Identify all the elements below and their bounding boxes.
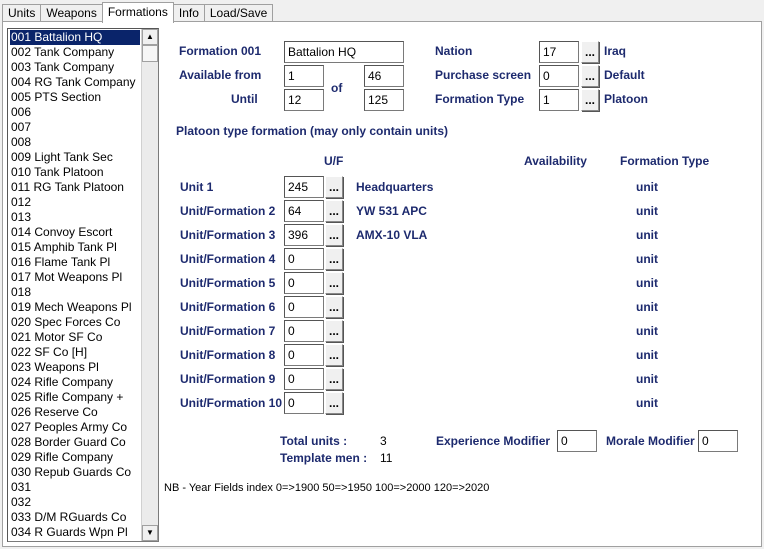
slot-label: Unit/Formation 8 — [180, 348, 276, 362]
list-item[interactable]: 006 — [11, 105, 32, 119]
slot-id-field[interactable] — [284, 272, 324, 294]
formation-type-field[interactable] — [539, 89, 579, 111]
until-field[interactable] — [284, 89, 324, 111]
list-item[interactable]: 029 Rifle Company — [11, 450, 114, 464]
scroll-thumb[interactable] — [142, 45, 158, 62]
list-item[interactable]: 005 PTS Section — [11, 90, 102, 104]
slot-label: Unit/Formation 9 — [180, 372, 276, 386]
list-item[interactable]: 031 — [11, 480, 32, 494]
slot-formation-type: unit — [636, 180, 658, 194]
tab-info[interactable]: Info — [173, 4, 205, 22]
formation-type-browse-button[interactable]: ... — [581, 89, 599, 111]
morale-modifier-label: Morale Modifier — [606, 434, 695, 448]
slot-unit-name: YW 531 APC — [356, 204, 427, 218]
slot-id-field[interactable] — [284, 224, 324, 246]
slot-formation-type: unit — [636, 396, 658, 410]
slot-label: Unit/Formation 10 — [180, 396, 283, 410]
section-title: Platoon type formation (may only contain units) — [176, 124, 449, 138]
year-fields-note: NB - Year Fields index 0=>1900 50=>1950 100=>2000 120=>2020 — [164, 482, 490, 494]
formation-type-name: Platoon — [604, 92, 648, 106]
slot-formation-type: unit — [636, 228, 658, 242]
slot-browse-button[interactable]: ... — [325, 224, 343, 246]
nation-field[interactable] — [539, 41, 579, 63]
list-item[interactable]: 009 Light Tank Sec — [11, 150, 113, 164]
formations-panel — [2, 21, 762, 547]
list-item[interactable]: 010 Tank Platoon — [11, 165, 104, 179]
list-item[interactable]: 007 — [11, 120, 32, 134]
listbox-scrollbar[interactable] — [141, 29, 158, 541]
list-item[interactable]: 011 RG Tank Platoon — [11, 180, 124, 194]
slot-unit-name: Headquarters — [356, 180, 434, 194]
slot-id-field[interactable] — [284, 344, 324, 366]
slot-formation-type: unit — [636, 348, 658, 362]
formation-label: Formation 001 — [179, 44, 262, 58]
slot-browse-button[interactable]: ... — [325, 320, 343, 342]
slot-id-field[interactable] — [284, 368, 324, 390]
list-item[interactable]: 019 Mech Weapons Pl — [11, 300, 132, 314]
list-item[interactable]: 002 Tank Company — [11, 45, 115, 59]
nation-browse-button[interactable]: ... — [581, 41, 599, 63]
tab-strip — [2, 2, 272, 22]
slot-browse-button[interactable]: ... — [325, 248, 343, 270]
scroll-up-icon[interactable]: ▲ — [142, 29, 158, 45]
col-uf-header: U/F — [324, 154, 344, 168]
formation-name-field[interactable] — [284, 41, 404, 63]
slot-id-field[interactable] — [284, 176, 324, 198]
list-item[interactable]: 027 Peoples Army Co — [11, 420, 128, 434]
available-from-field[interactable] — [284, 65, 324, 87]
of-label: of — [331, 81, 343, 95]
purchase-screen-field[interactable] — [539, 65, 579, 87]
slot-id-field[interactable] — [284, 248, 324, 270]
template-men-label: Template men : — [280, 451, 368, 465]
slot-formation-type: unit — [636, 300, 658, 314]
list-item[interactable]: 014 Convoy Escort — [11, 225, 113, 239]
list-item[interactable]: 030 Repub Guards Co — [11, 465, 132, 479]
scroll-down-icon[interactable]: ▼ — [142, 525, 158, 541]
slot-id-field[interactable] — [284, 392, 324, 414]
list-item[interactable]: 012 — [11, 195, 32, 209]
until-label: Until — [231, 92, 258, 106]
list-item[interactable]: 018 — [11, 285, 32, 299]
list-item[interactable]: 017 Mot Weapons Pl — [11, 270, 123, 284]
list-item[interactable]: 016 Flame Tank Pl — [11, 255, 111, 269]
slot-id-field[interactable] — [284, 320, 324, 342]
slot-id-field[interactable] — [284, 296, 324, 318]
col-formation-type-header: Formation Type — [620, 154, 710, 168]
col-availability-header: Availability — [524, 154, 587, 168]
list-item[interactable]: 003 Tank Company — [11, 60, 115, 74]
list-item[interactable]: 013 — [11, 210, 32, 224]
slot-browse-button[interactable]: ... — [325, 392, 343, 414]
list-item[interactable]: 034 R Guards Wpn Pl — [11, 525, 128, 539]
slot-browse-button[interactable]: ... — [325, 200, 343, 222]
list-item[interactable]: 008 — [11, 135, 32, 149]
until-of-field[interactable] — [364, 89, 404, 111]
list-item[interactable]: 004 RG Tank Company — [11, 75, 136, 89]
nation-label: Nation — [435, 44, 473, 58]
slot-browse-button[interactable]: ... — [325, 368, 343, 390]
slot-formation-type: unit — [636, 252, 658, 266]
list-item[interactable]: 023 Weapons Pl — [11, 360, 99, 374]
purchase-screen-browse-button[interactable]: ... — [581, 65, 599, 87]
list-item[interactable]: 024 Rifle Company — [11, 375, 114, 389]
tab-formations[interactable]: Formations — [102, 2, 174, 23]
slot-formation-type: unit — [636, 324, 658, 338]
slot-browse-button[interactable]: ... — [325, 272, 343, 294]
slot-browse-button[interactable]: ... — [325, 344, 343, 366]
experience-modifier-label: Experience Modifier — [436, 434, 551, 448]
total-units-label: Total units : — [280, 434, 348, 448]
slot-browse-button[interactable]: ... — [325, 176, 343, 198]
formation-list — [10, 30, 140, 540]
list-item[interactable]: 032 — [11, 495, 32, 509]
nation-name: Iraq — [604, 44, 627, 58]
experience-modifier-field[interactable] — [557, 430, 597, 452]
list-item[interactable]: 020 Spec Forces Co — [11, 315, 121, 329]
slot-label: Unit/Formation 6 — [180, 300, 276, 314]
slot-label: Unit 1 — [180, 180, 214, 194]
slot-label: Unit/Formation 3 — [180, 228, 276, 242]
tab-units[interactable]: Units — [2, 4, 41, 22]
slot-formation-type: unit — [636, 276, 658, 290]
list-item[interactable]: 028 Border Guard Co — [11, 435, 126, 449]
slot-formation-type: unit — [636, 204, 658, 218]
slot-label: Unit/Formation 5 — [180, 276, 276, 290]
available-from-of-field[interactable] — [364, 65, 404, 87]
purchase-screen-name: Default — [604, 68, 645, 82]
list-item[interactable]: 026 Reserve Co — [11, 405, 98, 419]
list-item[interactable]: 015 Amphib Tank Pl — [11, 240, 117, 254]
purchase-screen-label: Purchase screen — [435, 68, 532, 82]
template-men-value: 11 — [380, 451, 393, 465]
available-from-label: Available from — [179, 68, 262, 82]
total-units-value: 3 — [380, 434, 387, 448]
formation-type-label: Formation Type — [435, 92, 525, 106]
morale-modifier-field[interactable] — [698, 430, 738, 452]
list-item[interactable]: 022 SF Co [H] — [11, 345, 88, 359]
slot-label: Unit/Formation 4 — [180, 252, 276, 266]
slot-unit-name: AMX-10 VLA — [356, 228, 428, 242]
slot-label: Unit/Formation 7 — [180, 324, 276, 338]
list-item[interactable]: 033 D/M RGuards Co — [11, 510, 127, 524]
list-item[interactable]: 021 Motor SF Co — [11, 330, 103, 344]
list-item[interactable]: 025 Rifle Company + — [11, 390, 124, 404]
list-item[interactable]: 001 Battalion HQ — [10, 30, 140, 45]
slot-browse-button[interactable]: ... — [325, 296, 343, 318]
slot-formation-type: unit — [636, 372, 658, 386]
slot-id-field[interactable] — [284, 200, 324, 222]
tab-weapons[interactable]: Weapons — [40, 4, 102, 22]
tab-load-save[interactable]: Load/Save — [204, 4, 273, 22]
slot-label: Unit/Formation 2 — [180, 204, 276, 218]
formation-listbox[interactable] — [7, 28, 159, 542]
